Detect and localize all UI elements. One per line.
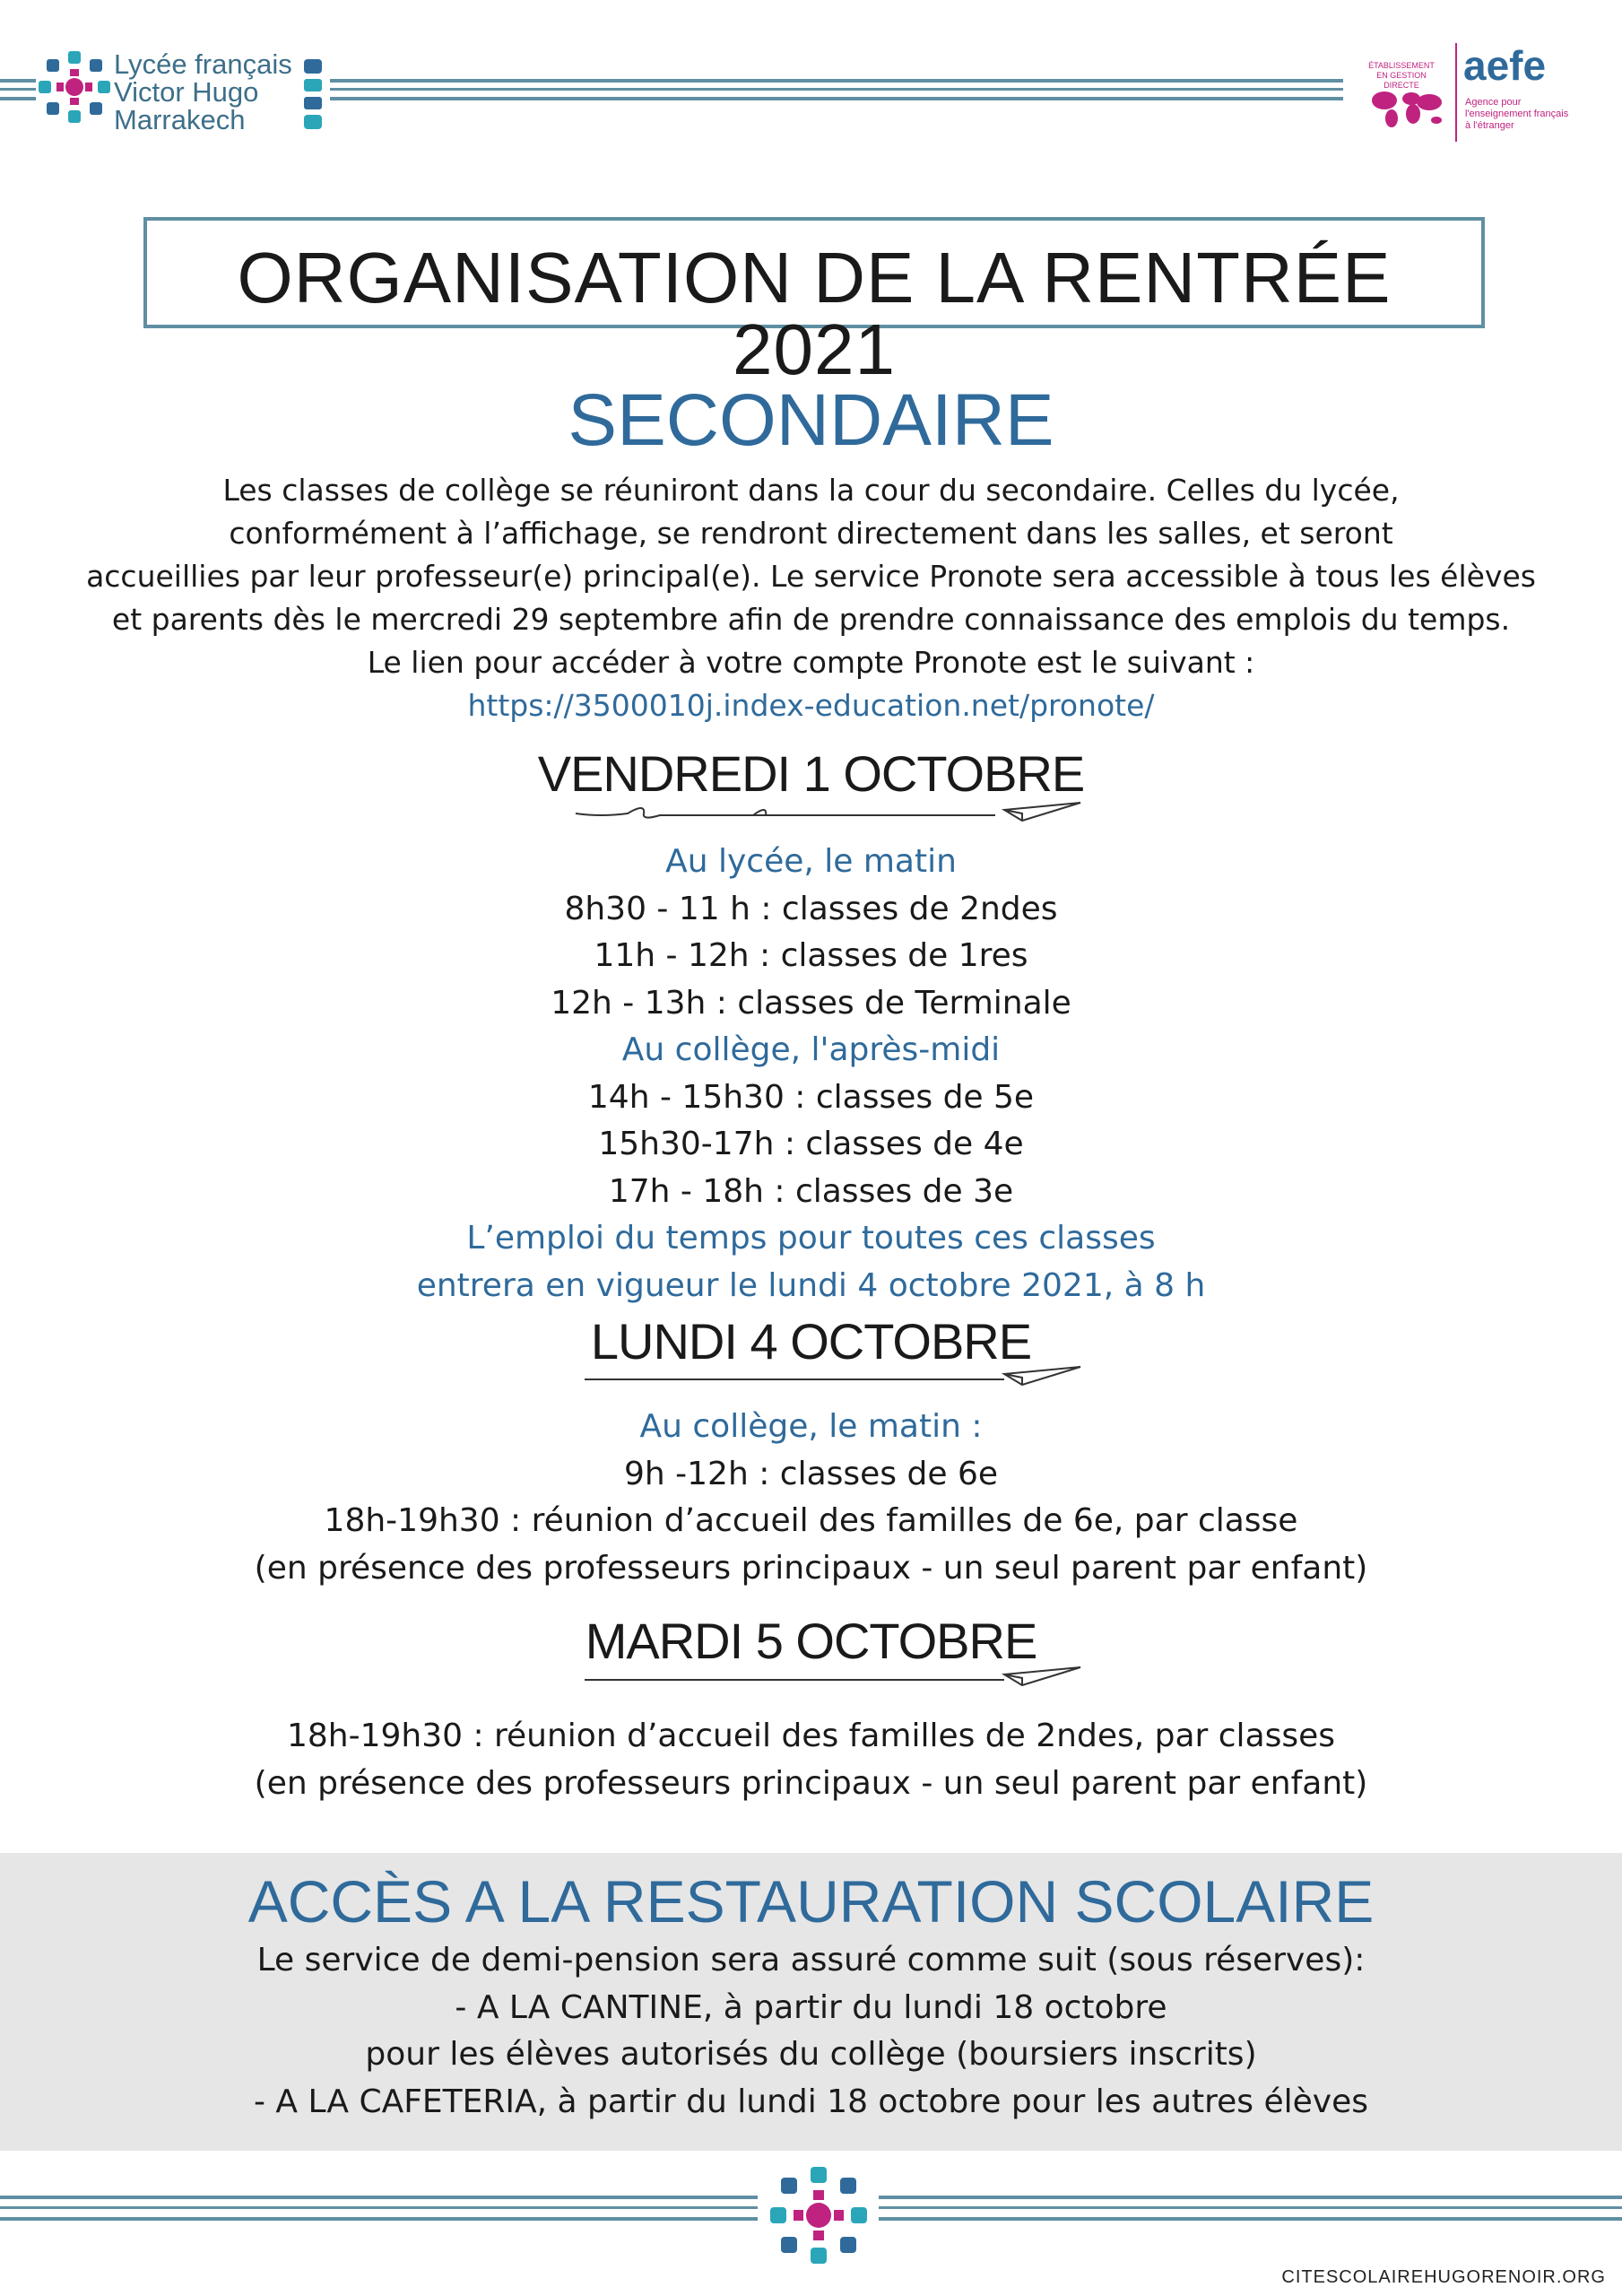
restauration-text bbox=[0, 1937, 1622, 2126]
school-name bbox=[114, 50, 292, 134]
vendredi-title: VENDREDI 1 OCTOBRE bbox=[537, 745, 1085, 802]
schedule-line: (en présence des professeurs principaux - un seul parent par enfant) bbox=[254, 1764, 1368, 1802]
note-line: L’emploi du temps pour toutes ces classes bbox=[466, 1220, 1156, 1257]
restauration-line: - A LA CAFETERIA, à partir du lundi 18 octobre pour les autres élèves bbox=[254, 2083, 1368, 2120]
lycee-subtitle: Au lycée, le matin bbox=[665, 843, 957, 880]
world-map-icon bbox=[1368, 84, 1445, 129]
college-subtitle: Au collège, l'après-midi bbox=[621, 1031, 1001, 1068]
schedule-line: 15h30-17h : classes de 4e bbox=[598, 1126, 1024, 1162]
lundi-schedule bbox=[0, 1404, 1622, 1592]
secondaire-heading: SECONDAIRE bbox=[568, 379, 1054, 461]
aefe-logo bbox=[1354, 38, 1587, 145]
schedule-line: 18h-19h30 : réunion d’accueil des familles de 6e, par classe bbox=[324, 1502, 1298, 1539]
aefe-subtitle-1: Agence pour bbox=[1465, 97, 1522, 108]
squiggle-plane-icon bbox=[574, 801, 1085, 831]
paragraph-line: et parents dès le mercredi 29 septembre afin de prendre connaissance des emplois du temps. bbox=[111, 602, 1511, 637]
aefe-subtitle-3: à l'étranger bbox=[1465, 120, 1514, 131]
lundi-title: LUNDI 4 OCTOBRE bbox=[590, 1313, 1032, 1370]
footer-website[interactable]: CITESCOLAIREHUGORENOIR.ORG bbox=[1281, 2267, 1606, 2287]
restauration-heading: ACCÈS A LA RESTAURATION SCOLAIRE bbox=[247, 1868, 1375, 1935]
schedule-line: 8h30 - 11 h : classes de 2ndes bbox=[564, 890, 1058, 927]
page-title: ORGANISATION DE LA RENTRÉE 2021 bbox=[237, 238, 1392, 389]
mardi-title: MARDI 5 OCTOBRE bbox=[585, 1613, 1037, 1669]
schedule-line: 14h - 15h30 : classes de 5e bbox=[587, 1078, 1035, 1116]
restauration-line: - A LA CANTINE, à partir du lundi 18 octobre bbox=[455, 1988, 1167, 2026]
school-pattern-icon bbox=[299, 59, 327, 131]
paragraph-line: conformément à l’affichage, se rendront directement dans les salles, et seront bbox=[229, 516, 1393, 551]
schedule-line: 12h - 13h : classes de Terminale bbox=[551, 984, 1071, 1022]
aefe-label-1: ÉTABLISSEMENT bbox=[1368, 61, 1435, 70]
squiggle-plane-icon bbox=[583, 1363, 1085, 1390]
paragraph-line: accueillies par leur professeur(e) principal(e). Le service Pronote sera accessible à tous les élèves bbox=[86, 559, 1536, 594]
school-line-3: Marrakech bbox=[114, 104, 246, 135]
restauration-line: Le service de demi-pension sera assuré comme suit (sous réserves): bbox=[256, 1942, 1366, 1979]
aefe-label-2: EN GESTION DIRECTE bbox=[1376, 71, 1427, 90]
lundi-subtitle: Au collège, le matin : bbox=[639, 1408, 983, 1445]
restauration-line: pour les élèves autorisés du collège (boursiers inscrits) bbox=[365, 2036, 1257, 2073]
schedule-line: 18h-19h30 : réunion d’accueil des familles de 2ndes, par classes bbox=[286, 1718, 1336, 1754]
note-line: entrera en vigueur le lundi 4 octobre 2021, à 8 h bbox=[416, 1266, 1206, 1304]
school-emblem-icon bbox=[36, 47, 113, 127]
aefe-wordmark: aefe bbox=[1463, 42, 1547, 89]
mardi-schedule bbox=[0, 1713, 1622, 1807]
squiggle-plane-icon bbox=[583, 1664, 1085, 1691]
school-line-1: Lycée français bbox=[114, 48, 292, 80]
schedule-line: 11h - 12h : classes de 1res bbox=[594, 937, 1028, 974]
pronote-link[interactable]: https://3500010j.index-education.net/pronote/ bbox=[467, 688, 1155, 723]
schedule-line: 17h - 18h : classes de 3e bbox=[608, 1172, 1014, 1210]
title-box bbox=[143, 217, 1485, 389]
school-line-2: Victor Hugo bbox=[114, 76, 259, 108]
restauration-section bbox=[0, 1853, 1622, 2151]
paragraph-line: Les classes de collège se réuniront dans la cour du secondaire. Celles du lycée, bbox=[222, 473, 1400, 508]
secondaire-paragraph bbox=[0, 469, 1622, 727]
paragraph-line: Le lien pour accéder à votre compte Pronote est le suivant : bbox=[367, 645, 1255, 680]
school-emblem-icon bbox=[767, 2163, 871, 2267]
schedule-line: 9h -12h : classes de 6e bbox=[623, 1455, 998, 1492]
vendredi-schedule bbox=[0, 839, 1622, 1309]
aefe-subtitle-2: l'enseignement français bbox=[1465, 109, 1569, 119]
schedule-line: (en présence des professeurs principaux - un seul parent par enfant) bbox=[254, 1549, 1368, 1587]
